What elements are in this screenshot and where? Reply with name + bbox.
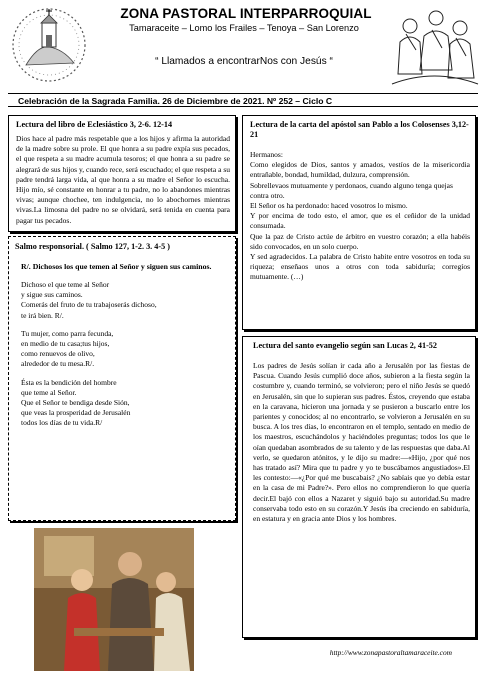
psalm-verse: que teme al Señor. — [21, 387, 77, 397]
second-reading-title: Lectura de la carta del apóstol san Pablo a los Colosenses 3,12-21 — [250, 120, 469, 139]
psalm-verse: como renuevos de olivo, — [21, 349, 95, 359]
holy-family-painting — [34, 528, 194, 671]
psalm-verse: Que el Señor te bendiga desde Sión, — [21, 398, 130, 408]
second-reading-box — [242, 115, 476, 330]
psalm-verse: te irá bien. R/. — [21, 310, 64, 320]
paragraph: Sobrellevaos mutuamente y perdonaos, cuando alguno tenga quejas contra otro. — [250, 180, 453, 200]
psalm-verse: y sigue sus caminos. — [21, 290, 83, 300]
psalm-verse: todos los días de tu vida.R/ — [21, 418, 103, 428]
psalm-verse: Dichoso el que teme al Señor — [21, 280, 110, 289]
psalm-box — [8, 236, 236, 521]
psalm-verse: en medio de tu casa;tus hijos, — [21, 339, 110, 349]
first-reading-text: Dios hace al padre más respetable que a los hijos y afirma la autoridad de la madre sobre su prole. El que honra a su padre expía sus pecados, el que respeta a su madre acumula tesoros; el que honra a su padre se alegrará de sus hijos y, cuando rece, será escuchado; el que respeta a su padre tendrá larga vida, al que honra a su madre el Señor lo escucha. Hijo mío, sé constante en honrar a tu padre, no lo abandones mientras vivas; aunque chochee, ten indulgencia, no lo abochornes mientras vivas.La limosna del padre no se olvidará, será tenida en cuenta para pagar tus pecados. — [16, 134, 230, 225]
psalm-stanza-3 — [9, 370, 235, 429]
gospel-title: Lectura del santo evangelio según san Lucas 2, 41-52 — [253, 341, 437, 350]
paragraph: Como elegidos de Dios, santos y amados, vestíos de la misericordia entrañable, bondad, humildad, dulzura, comprensión. — [250, 160, 470, 180]
psalm-verse: Comerás del fruto de tu trabajoserás dichoso, — [21, 300, 157, 310]
psalm-stanza-2 — [9, 321, 235, 370]
psalm-response: R/. Dichosos los que temen al Señor y siguen sus caminos. — [21, 262, 212, 271]
paragraph: Que la paz de Cristo actúe de árbitro en vuestro corazón; a ella habéis sido convocados, en un solo cuerpo. — [250, 231, 470, 251]
gospel-text: Los padres de Jesús solían ir cada año a Jerusalén por las fiestas de Pascua. Cuando Jesús cumplió doce años, subieron a la fiesta según la costumbre y, cuando terminó, se volvieron; pero el niño Jesús se quedó en Jerusalén, sin que lo supieran sus padres. Éstos, creyendo que estaba en la caravana, hicieron una jornada y se pusieron a buscarlo entre los parientes y conocidos; al no encontrarlo, se volvieron a Jerusalén en su busca. A los tres días, lo encontraron en el templo, sentado en medio de los maestros, escuchándolos y haciéndoles preguntas; todos los que le oían quedaban asombrados de su talento y de las respuestas que daba.Al verlo, se quedaron atónitos, y le dijo su madre:—«Hijo, ¿por qué nos has tratado así? Mira que tu padre y yo te buscábamos angustiados».El les contesto:—«¿Por qué me buscabais? ¿No sabíais que yo debía estar en la casa de mi Padre?». Pero ellos no comprendieron lo que quería decir.El bajó con ellos a Nazaret y siguió bajo su autoridad.Su madre conservaba todo esto en su corazón.Y Jesús iba creciendo en sabiduría, en estatura y en gracia ante Dios y los hombres. — [253, 361, 470, 524]
psalm-verse: que veas la prosperidad de Jerusalén — [21, 408, 131, 418]
holy-family-drawing — [386, 4, 482, 88]
header-title: ZONA PASTORAL INTERPARROQUIAL — [120, 6, 372, 21]
psalm-stanza-1 — [9, 272, 235, 321]
date-bar: Celebración de la Sagrada Familia. 26 de Diciembre de 2021. Nº 252 – Ciclo C — [8, 93, 478, 107]
paragraph: Y por encima de todo esto, el amor, que es el ceñidor de la unidad consumada. — [250, 211, 470, 231]
first-reading-title: Lectura del libro de Eclesiástico 3, 2-6. 12-14 — [16, 120, 173, 129]
psalm-verse: alrededor de tu mesa.R/. — [21, 359, 95, 369]
website-url[interactable]: http://www.zonapastoraltamaraceite.com — [329, 648, 452, 657]
header-subtitle: Tamaraceite – Lomo los Frailes – Tenoya – San Lorenzo — [129, 23, 359, 33]
parish-logo — [8, 5, 90, 85]
first-reading-box — [8, 115, 236, 232]
paragraph: Y sed agradecidos. La palabra de Cristo habite entre vosotros en toda su riqueza; enseñaos unos a otros con toda sabiduría; corregíos mutuamente. (…) — [250, 252, 470, 282]
second-reading-text — [243, 140, 475, 283]
header-motto: “ Llamados a encontrarNos con Jesús “ — [155, 56, 333, 67]
paragraph: El Señor os ha perdonado: haced vosotros lo mismo. — [250, 201, 408, 211]
gospel-box — [242, 336, 476, 638]
psalm-verse: Ésta es la bendición del hombre — [21, 377, 117, 387]
psalm-verse: Tu mujer, como parra fecunda, — [21, 328, 114, 338]
psalm-title: Salmo responsorial. ( Salmo 127, 1-2. 3. 4-5 ) — [15, 242, 170, 251]
paragraph: Hermanos: — [250, 150, 283, 159]
